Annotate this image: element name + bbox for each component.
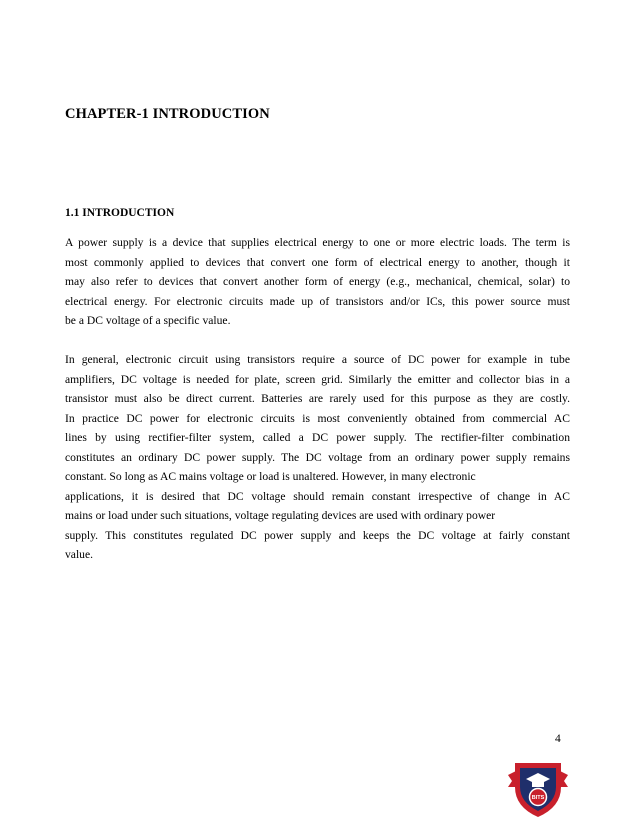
institution-crest-icon [506, 757, 570, 819]
paragraph-line: lines by using rectifier-filter system, called a DC power supply. The rectifier-filter combination [65, 431, 570, 444]
section-title: 1.1 INTRODUCTION [65, 207, 175, 219]
paragraph-line: mains or load under such situations, voltage regulating devices are used with ordinary power [65, 509, 496, 522]
intro-paragraph [65, 233, 570, 331]
crest-ribbon-left [508, 771, 516, 787]
crest-cap-base [532, 782, 544, 787]
crest-seal-text: BITS [531, 795, 545, 802]
chapter-title: CHAPTER-1 INTRODUCTION [65, 106, 270, 122]
paragraph-line: In practice DC power for electronic circuits is most conveniently obtained from commercial AC [65, 411, 570, 425]
paragraph-line: A power supply is a device that supplies electrical energy to one or more electric loads. The term is [65, 236, 570, 249]
paragraph-line: applications, it is desired that DC voltage should remain constant irrespective of change in AC [65, 489, 570, 503]
page-number: 4 [555, 733, 561, 745]
general-paragraph [65, 350, 570, 565]
paragraph-line: amplifiers, DC voltage is needed for plate, screen grid. Similarly the emitter and collector bias in a [65, 372, 570, 386]
paragraph-line: constitutes an ordinary DC power supply. The DC voltage from an ordinary power supply remains [65, 450, 570, 464]
crest-ribbon-right [560, 771, 568, 787]
paragraph-line: be a DC voltage of a specific value. [65, 314, 231, 327]
paragraph-line: constant. So long as AC mains voltage or load is unaltered. However, in many electronic [65, 470, 476, 483]
paragraph-line: supply. This constitutes regulated DC power supply and keeps the DC voltage at fairly constant [65, 528, 570, 542]
paragraph-line: value. [65, 548, 94, 561]
paragraph-line: transistor must also be direct current. Batteries are rarely used for this purpose as they are costly. [65, 392, 570, 405]
paragraph-line: most commonly applied to devices that convert one form of electrical energy to another, though it [65, 255, 570, 269]
paragraph-line: In general, electronic circuit using transistors require a source of DC power for example in tube [65, 353, 570, 366]
paragraph-line: may also refer to devices that convert another form of energy (e.g., mechanical, chemical, solar) to [65, 275, 570, 288]
paragraph-line: electrical energy. For electronic circuits made up of transistors and/or ICs, this power source must [65, 294, 570, 308]
